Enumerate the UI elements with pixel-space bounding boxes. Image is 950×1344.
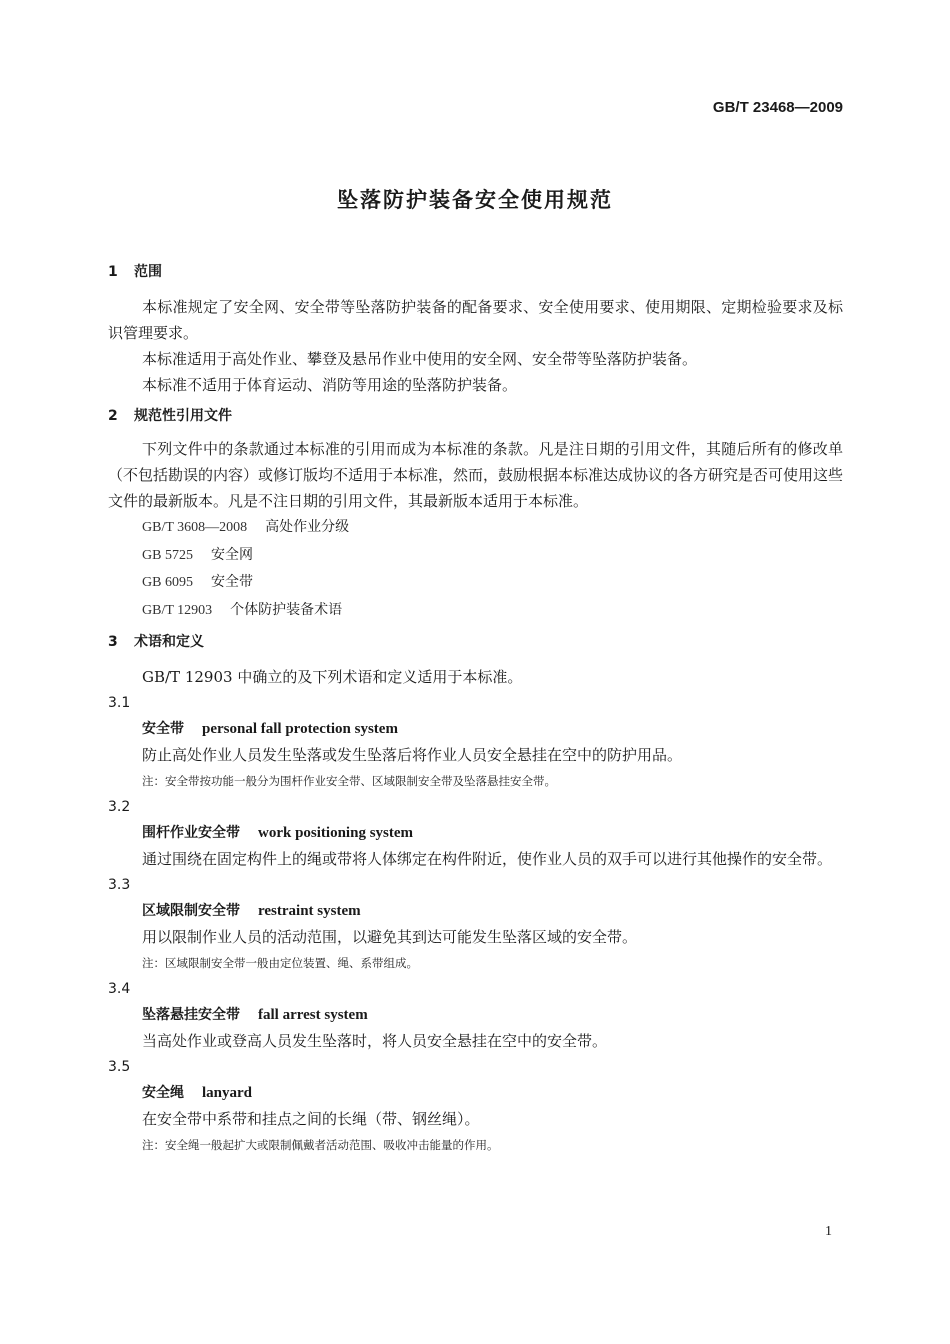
paragraph: 本标准适用于高处作业、攀登及悬吊作业中使用的安全网、安全带等坠落防护装备。 xyxy=(142,350,698,368)
term-heading xyxy=(108,1080,843,1106)
document-title: 坠落防护装备安全使用规范 xyxy=(337,188,613,212)
term-en: fall arrest system xyxy=(258,1007,368,1023)
term-en: restraint system xyxy=(258,903,361,919)
reference-item xyxy=(108,514,843,542)
section-number: 1 xyxy=(108,264,118,280)
reference-code: GB 6095 xyxy=(142,575,193,590)
section-title: 规范性引用文件 xyxy=(134,408,232,424)
reference-code: GB 5725 xyxy=(142,547,193,563)
reference-item xyxy=(108,542,843,570)
reference-code: GB/T 12903 xyxy=(142,602,213,618)
reference-item xyxy=(108,597,843,625)
term-number: 3.2 xyxy=(108,799,131,815)
term-number: 3.3 xyxy=(108,877,131,893)
term-heading xyxy=(108,1002,843,1028)
reference-item xyxy=(108,569,843,597)
section-heading-normative-references xyxy=(108,406,843,426)
term-definition: 当高处作业或登高人员发生坠落时，将人员安全悬挂在空中的安全带。 xyxy=(142,1032,608,1050)
paragraph: 下列文件中的条款通过本标准的引用而成为本标准的条款。凡是注日期的引用文件，其随后所有的修改单（不包括勘误的内容）或修订版均不适用于本标准，然而，鼓励根据本标准达成协议的各方研究是否可使用这些文件的最新版本。凡是不注日期的引用文件，其最新版本适用于本标准。 xyxy=(108,440,844,510)
section-heading-terms-definitions xyxy=(108,632,843,652)
term-definition: 在安全带中系带和挂点之间的长绳（带、钢丝绳）。 xyxy=(142,1110,480,1128)
term-note: 注：安全带按功能一般分为围杆作业安全带、区域限制安全带及坠落悬挂安全带。 xyxy=(142,774,556,788)
term-zh: 安全带 xyxy=(142,721,184,737)
reference-name: 高处作业分级 xyxy=(265,519,350,535)
term-heading xyxy=(108,716,843,742)
term-en: work positioning system xyxy=(258,825,414,841)
reference-name: 安全网 xyxy=(210,546,253,563)
paragraph: GB/T 12903 中确立的及下列术语和定义适用于本标准。 xyxy=(142,668,523,686)
term-definition: 防止高处作业人员发生坠落或发生坠落后将作业人员安全悬挂在空中的防护用品。 xyxy=(142,746,683,764)
reference-name: 安全带 xyxy=(210,574,253,590)
term-en: lanyard xyxy=(202,1085,253,1101)
term-number: 3.4 xyxy=(108,981,131,997)
document-body xyxy=(108,262,843,1158)
term-heading xyxy=(108,820,843,846)
paragraph: 本标准规定了安全网、安全带等坠落防护装备的配备要求、安全使用要求、使用期限、定期检验要求及标识管理要求。 xyxy=(108,298,843,342)
section-number: 3 xyxy=(108,634,118,650)
term-zh: 坠落悬挂安全带 xyxy=(142,1007,240,1023)
term-note: 注：安全绳一般起扩大或限制佩戴者活动范围、吸收冲击能量的作用。 xyxy=(142,1138,499,1152)
standard-code: GB/T 23468—2009 xyxy=(712,99,843,116)
page-number: 1 xyxy=(825,1224,832,1239)
section-title: 范围 xyxy=(134,264,162,280)
term-note: 注：区域限制安全带一般由定位装置、绳、系带组成。 xyxy=(142,956,418,970)
paragraph: 本标准不适用于体育运动、消防等用途的坠落防护装备。 xyxy=(142,376,518,394)
section-title: 术语和定义 xyxy=(134,634,204,650)
term-zh: 区域限制安全带 xyxy=(142,903,240,919)
section-heading-scope xyxy=(108,262,843,282)
term-zh: 围杆作业安全带 xyxy=(142,825,240,841)
section-number: 2 xyxy=(108,408,118,424)
reference-name: 个体防护装备术语 xyxy=(230,601,343,618)
term-definition: 用以限制作业人员的活动范围，以避免其到达可能发生坠落区域的安全带。 xyxy=(142,928,638,946)
reference-code: GB/T 3608—2008 xyxy=(142,520,248,535)
term-heading xyxy=(108,898,843,924)
term-definition: 通过围绕在固定构件上的绳或带将人体绑定在构件附近，使作业人员的双手可以进行其他操作的安全带。 xyxy=(142,850,833,868)
term-number: 3.1 xyxy=(108,695,131,711)
term-en: personal fall protection system xyxy=(202,721,398,737)
term-zh: 安全绳 xyxy=(142,1085,184,1101)
term-number: 3.5 xyxy=(108,1059,131,1075)
